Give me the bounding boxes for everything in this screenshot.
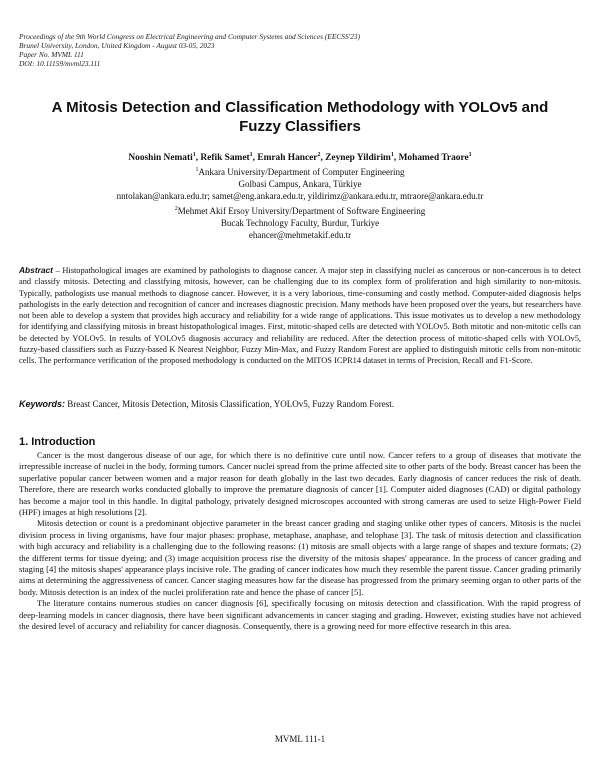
affiliation-2-name: Mehmet Akif Ersoy University/Department of Software Engineering xyxy=(177,205,426,216)
paragraph: Cancer is the most dangerous disease of our age, for which there is no definitive cure until now. Cancer refers to a group of diseases that motivate the irrepressible increase of nuclei in the body, forming tumors. Cancer nuclei spread from the prime affected site to other parts of the body. Breast cancer has been the superlative popular cancer between women and a major reason for death globally in the last two decades. Early diagnosis of cancer reduces the risk of death. Therefore, there are research works conducted globally to improve the premature diagnosis of cancer [1]. Computer aided diagnoses (CAD) or digital pathology has become a major tool in this handle. In digital pathology, privately designed microscopes accounted with strong cameras are used to seize High-Power Field (HPF) images at high resolutions [2]. xyxy=(19,450,581,518)
author-name: Emrah Hancer xyxy=(257,153,318,164)
paragraph: The literature contains numerous studies on cancer diagnosis [6], specifically focusing on mitosis detection and classification. With the rapid progress of deep-learning models in cancer diagnosis, there have been significant advancements in cancer staging and grading. However, existing studies have not achieved the desired level of accuracy and reliability for cancer diagnosis. Consequently, there is a growing need for more effective research in this area. xyxy=(19,598,581,632)
affil-mark: 1 xyxy=(195,167,199,173)
affil-mark: 2 xyxy=(174,205,178,212)
page-footer: MVML 111-1 xyxy=(274,734,326,744)
author-affil-mark: 1 xyxy=(192,152,196,158)
affiliation-1-name: Ankara University/Department of Computer Engineering xyxy=(198,167,405,177)
author-affil-mark: 1 xyxy=(249,152,253,158)
affiliation-1-campus: Golbasi Campus, Ankara, Türkiye xyxy=(238,179,362,190)
affiliations xyxy=(20,164,580,241)
doi-line: DOI: 10.11159/mvml23.111 xyxy=(19,59,101,68)
abstract-text: – Histopathological images are examined by pathologists to diagnose cancer. A major step in classifying nuclei as cancerous or non-cancerous is to detect and classify mitosis. Detecting and classifying mitosis, however, can be challenging due to its complex form of proliferation and high similarity to non-mitosis. Typically, pathologists use manual methods to diagnose cancer. However, it is a very laborious, time-consuming and costly method. Computer-aided diagnosis helps pathologists in the early detection and recognition of cancer and increases diagnostic precision. Many methods have been proposed over the years, but researchers have not been able to develop a system that provides high accuracy and reliability for a wide range of applications. This issue motivates us to develop a new methodology for identifying and classifying mitosis in breast histopathological images. First, mitotic-shaped cells are detected with YOLOv5. Both mitotic and non-mitotic cells can be detected by YOLOv5. In results of YOLOv5 diagnosis accuracy and reliability are reduced. After the detection process of mitotic-shaped cells with YOLOv5, fuzzy-based classifiers such as Fuzzy-based K Nearest Neighbor, Fuzzy Min-Max, and Fuzzy Random Forest are applied to distinguish mitotic cells from non-mitotic cells. The performance verification of the proposed methodology is conducted on the MITOS ICPR14 dataset in terms of Precision, Recall and F1-Score. xyxy=(19,266,581,366)
proceedings-line: Proceedings of the 9th World Congress on Electrical Engineering and Computer Systems and Sciences (EECSS'23) xyxy=(19,32,361,41)
affiliation-2-email: ehancer@mehmetakif.edu.tr xyxy=(248,230,352,241)
author-affil-mark: 2 xyxy=(317,152,321,158)
section-heading-introduction: 1. Introduction xyxy=(19,436,96,448)
affiliation-1-emails: nntolakan@ankara.edu.tr; samet@eng.ankara.edu.tr, yildirimz@ankara.edu.tr, mtraore@ankara.edu.tr xyxy=(116,191,484,202)
affiliation-1 xyxy=(20,164,580,178)
paper-number: Paper No. MVML 111 xyxy=(19,50,84,59)
author-affil-mark: 1 xyxy=(390,152,394,158)
abstract-label: Abstract xyxy=(19,265,53,275)
keywords xyxy=(19,399,581,409)
proceedings-header xyxy=(19,32,579,68)
paragraph: Mitosis detection or count is a predominant objective parameter in the breast cancer grading and staging unlike other types of cancers. Mitosis is the nuclei division process in living organisms, have four major phases: prophase, metaphase, anaphase, and telophase [3]. The task of mitosis detection and classification with high accuracy and reliability is a challenging due to the following reasons: (1) mitosis are small objects with a large range of shapes and texture formats; (2) the different terms for tissue dyeing; and (3) image acquisition process rise the diversity of the mitosis shapes' appearance. In the process of cancer grading and staging [4] the mitosis shapes' appearance plays incisive role. The grading of cancer indicates how much they resemble the parent tissue. Cancer grading primarily aims at determining the aggressiveness of cancer. Cancer staging measures how far the disease has progressed from the primary seeming organ to other parts of the body. Mitosis detection is an index of the nuclei proliferation rate and hence the phase of cancer [5]. xyxy=(19,518,581,597)
introduction-body xyxy=(19,450,581,633)
paper-title: A Mitosis Detection and Classification Methodology with YOLOv5 and Fuzzy Classifiers xyxy=(51,99,549,135)
author-name: Mohamed Traore xyxy=(398,153,469,164)
author-list: Nooshin Nemati$^1$, Refik Samet$^1$, Emrah Hancer$^2$, Zeynep Yildirim$^1$, Mohamed Traore$^1$ xyxy=(128,152,472,164)
author-affil-mark: 1 xyxy=(468,152,472,158)
affiliation-2 xyxy=(20,203,580,217)
location-line: Brunel University, London, United Kingdom - August 03-05, 2023 xyxy=(19,41,215,50)
abstract xyxy=(19,265,581,367)
keywords-text: Breast Cancer, Mitosis Detection, Mitosis Classification, YOLOv5, Fuzzy Random Forest. xyxy=(65,399,395,409)
author-name: Refik Samet xyxy=(200,153,250,164)
author-name: Zeynep Yildirim xyxy=(325,153,391,164)
author-name: Nooshin Nemati xyxy=(128,153,193,164)
affiliation-2-campus: Bucak Technology Faculty, Burdur, Turkiye xyxy=(220,217,380,228)
keywords-label: Keywords: xyxy=(19,399,66,409)
